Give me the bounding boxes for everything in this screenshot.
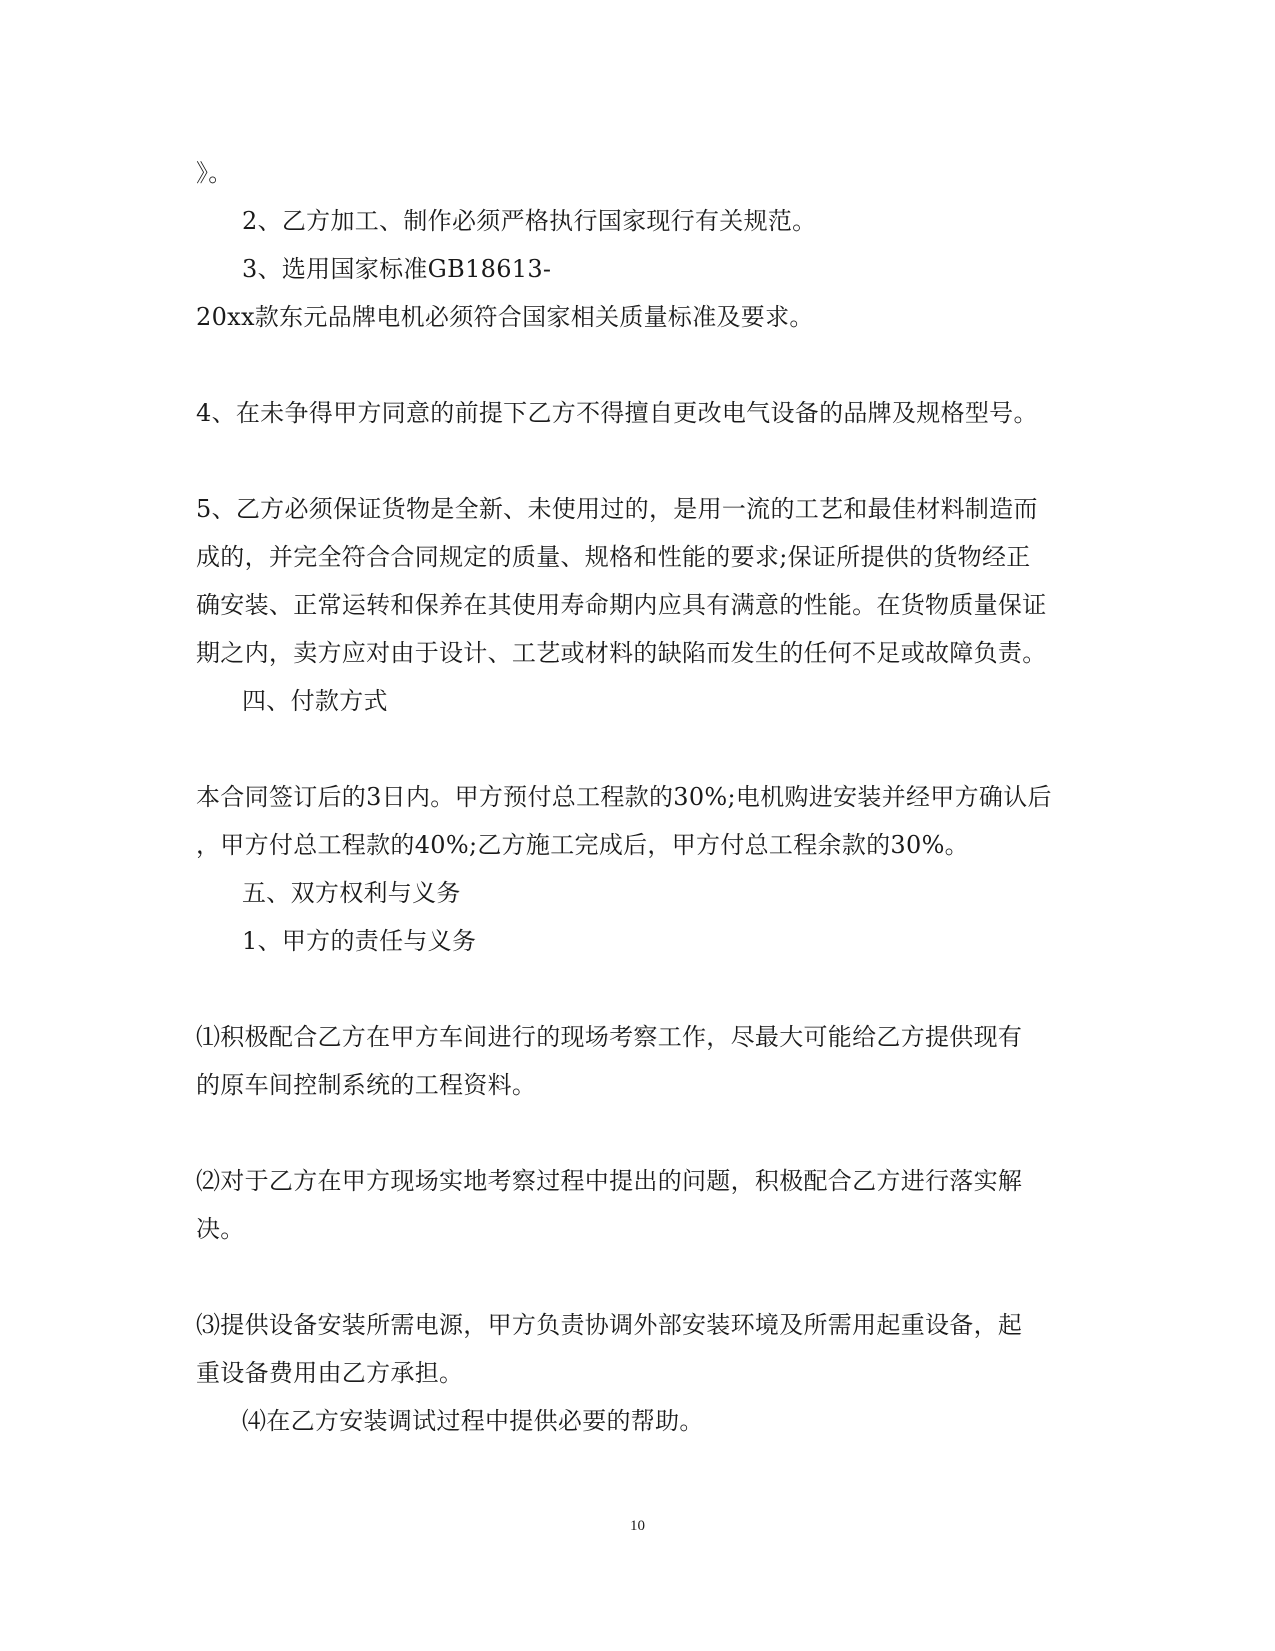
text-line: 3、选用国家标准GB18613- [242, 255, 552, 283]
text-line: 4、在未争得甲方同意的前提下乙方不得擅自更改电气设备的品牌及规格型号。 [196, 399, 1038, 427]
subsection-heading: 1、甲方的责任与义务 [242, 927, 477, 955]
text-line: ⑴积极配合乙方在甲方车间进行的现场考察工作，尽最大可能给乙方提供现有 [196, 1023, 1023, 1051]
text-line: ，甲方付总工程款的40%;乙方施工完成后，甲方付总工程余款的30%。 [196, 831, 969, 859]
text-line: 2、乙方加工、制作必须严格执行国家现行有关规范。 [242, 207, 817, 235]
text-line: 重设备费用由乙方承担。 [196, 1359, 464, 1387]
text-line: ⑶提供设备安装所需电源，甲方负责协调外部安装环境及所需用起重设备，起 [196, 1311, 1023, 1339]
text-line: ⑵对于乙方在甲方现场实地考察过程中提出的问题，积极配合乙方进行落实解 [196, 1167, 1023, 1195]
text-line: 5、乙方必须保证货物是全新、未使用过的，是用一流的工艺和最佳材料制造而 [196, 495, 1038, 523]
text-line: 成的，并完全符合合同规定的质量、规格和性能的要求;保证所提供的货物经正 [196, 543, 1031, 571]
page-number: 10 [630, 1518, 645, 1534]
text-line: 确安装、正常运转和保养在其使用寿命期内应具有满意的性能。在货物质量保证 [196, 591, 1047, 619]
section-heading: 四、付款方式 [242, 687, 388, 715]
text-line: 期之内，卖方应对由于设计、工艺或材料的缺陷而发生的任何不足或故障负责。 [196, 639, 1047, 667]
text-line: 20xx款东元品牌电机必须符合国家相关质量标准及要求。 [196, 303, 814, 331]
text-line: 》。 [196, 159, 233, 187]
text-line: ⑷在乙方安装调试过程中提供必要的帮助。 [242, 1407, 704, 1435]
text-line: 本合同签订后的3日内。甲方预付总工程款的30%;电机购进安装并经甲方确认后 [196, 783, 1052, 811]
text-line: 决。 [196, 1215, 245, 1243]
section-heading: 五、双方权利与义务 [242, 879, 461, 907]
text-line: 的原车间控制系统的工程资料。 [196, 1071, 537, 1099]
